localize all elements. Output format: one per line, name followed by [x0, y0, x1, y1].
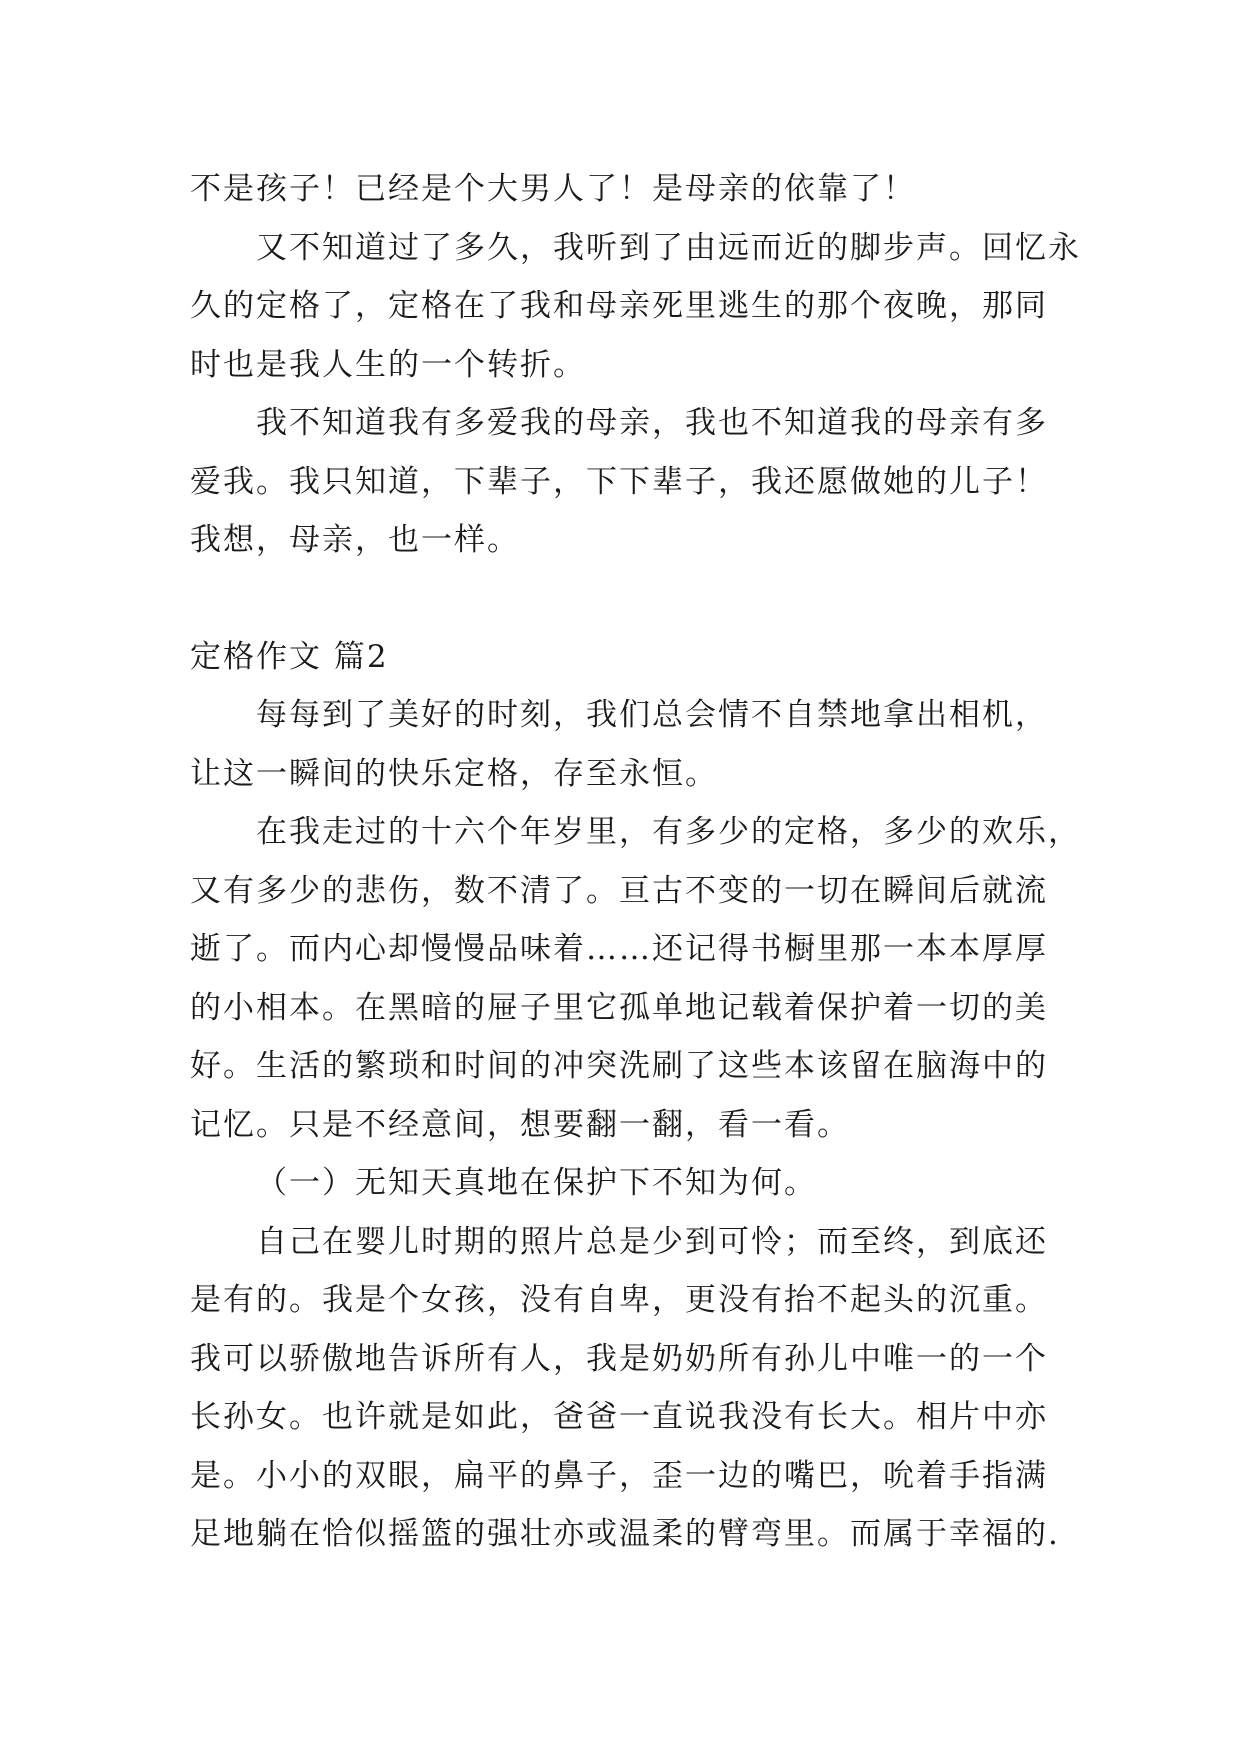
paragraph-line: 足地躺在恰似摇篮的强壮亦或温柔的臂弯里。而属于幸福的. — [190, 1516, 1060, 1552]
paragraph-line: 是。小小的双眼，扁平的鼻子，歪一边的嘴巴，吮着手指满 — [190, 1457, 1048, 1494]
paragraph-line: 在我走过的十六个年岁里，有多少的定格，多少的欢乐， — [256, 814, 1081, 850]
paragraph-line: 久的定格了，定格在了我和母亲死里逃生的那个夜晚，那同 — [190, 288, 1048, 324]
paragraph-line: 时也是我人生的一个转折。 — [190, 346, 586, 383]
paragraph-line: 爱我。我只知道，下辈子，下下辈子，我还愿做她的儿子！ — [190, 463, 1048, 500]
paragraph-line: 每每到了美好的时刻，我们总会情不自禁地拿出相机， — [256, 697, 1048, 733]
section-gap — [190, 570, 1055, 628]
paragraph-line: 自己在婴儿时期的照片总是少到可怜；而至终，到底还 — [256, 1223, 1048, 1260]
paragraph-line: 长孙女。也许就是如此，爸爸一直说我没有长大。相片中亦 — [190, 1399, 1048, 1435]
paragraph-line: 又有多少的悲伤，数不清了。亘古不变的一切在瞬间后就流 — [190, 872, 1048, 909]
paragraph-line: 又不知道过了多久，我听到了由远而近的脚步声。回忆永 — [256, 229, 1081, 266]
paragraph-line: 我不知道我有多爱我的母亲，我也不知道我的母亲有多 — [256, 405, 1048, 441]
paragraph-line: 是有的。我是个女孩，没有自卑，更没有抬不起头的沉重。 — [190, 1282, 1048, 1318]
section-heading: 定格作文 篇2 — [190, 638, 389, 675]
document-page — [190, 160, 1081, 1564]
paragraph-line: 好。生活的繁琐和时间的冲突洗刷了这些本该留在脑海中的 — [190, 1048, 1048, 1084]
paragraph-line: 的小相本。在黑暗的屉子里它孤单地记载着保护着一切的美 — [190, 989, 1048, 1026]
subsection-heading: （一）无知天真地在保护下不知为何。 — [256, 1165, 817, 1201]
paragraph-line: 逝了。而内心却慢慢品味着……还记得书橱里那一本本厚厚 — [190, 931, 1048, 967]
paragraph-line: 记忆。只是不经意间，想要翻一翻，看一看。 — [190, 1106, 850, 1143]
paragraph-line: 让这一瞬间的快乐定格，存至永恒。 — [190, 755, 718, 792]
paragraph-line: 我想，母亲，也一样。 — [190, 522, 520, 558]
paragraph-line: 不是孩子！已经是个大男人了！是母亲的依靠了！ — [190, 171, 916, 207]
paragraph-line: 我可以骄傲地告诉所有人，我是奶奶所有孙儿中唯一的一个 — [190, 1340, 1048, 1377]
